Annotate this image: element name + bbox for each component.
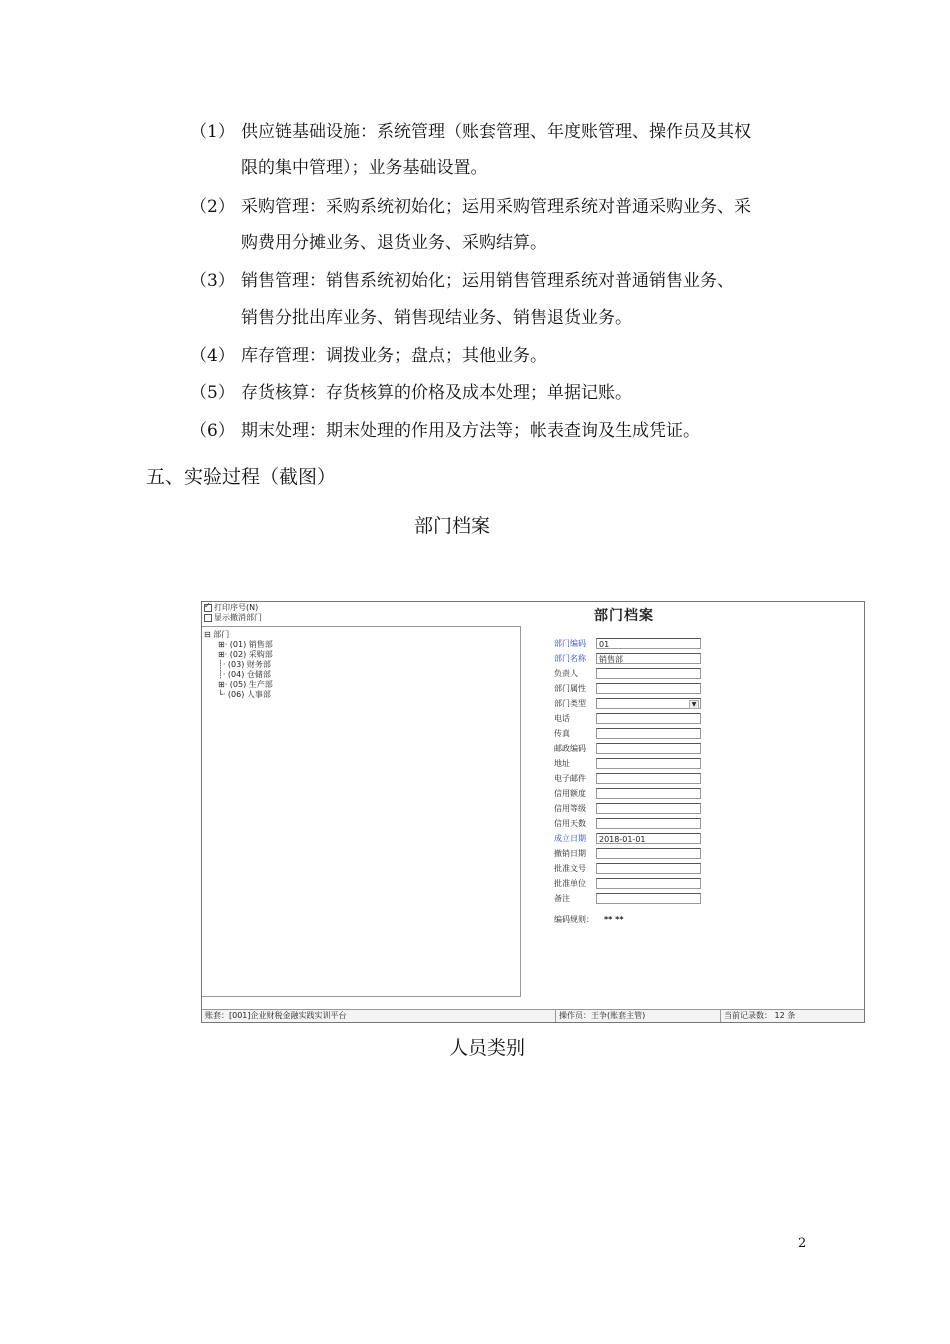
remarks-input[interactable] bbox=[596, 893, 701, 904]
print-serial-label: 打印序号(N) bbox=[214, 603, 259, 612]
field-label: 信用额度 bbox=[554, 789, 586, 798]
credit-grade-input[interactable] bbox=[596, 803, 701, 814]
department-tree[interactable] bbox=[202, 626, 521, 997]
approval-number-input[interactable] bbox=[596, 863, 701, 874]
manager-input[interactable] bbox=[596, 668, 701, 679]
field-label: 电子邮件 bbox=[554, 774, 586, 783]
field-label: 传真 bbox=[554, 729, 570, 738]
list-item-text: 供应链基础设施：系统管理（账套管理、年度账管理、操作员及其权 bbox=[241, 122, 751, 142]
tree-node-label: (04) 仓储部 bbox=[227, 670, 271, 679]
list-item-text: 销售管理：销售系统初始化；运用销售管理系统对普通销售业务、 bbox=[241, 271, 734, 291]
figure-caption: 部门档案 bbox=[414, 515, 491, 537]
phone-input[interactable] bbox=[596, 713, 701, 724]
tree-line-icon: ┊· bbox=[218, 670, 226, 679]
section-heading: 五、实验过程（截图） bbox=[146, 466, 337, 488]
field-label: 信用等级 bbox=[554, 804, 586, 813]
list-item-text: 销售分批出库业务、销售现结业务、销售退货业务。 bbox=[241, 308, 632, 328]
postcode-input[interactable] bbox=[596, 743, 701, 754]
chevron-down-icon[interactable]: ▼ bbox=[689, 700, 699, 709]
field-label: 部门属性 bbox=[554, 684, 586, 693]
coding-rule-value: ** ** bbox=[604, 915, 624, 924]
list-item-text: 购费用分摊业务、退货业务、采购结算。 bbox=[241, 233, 547, 253]
print-serial-checkbox[interactable] bbox=[204, 604, 212, 612]
list-item-number: （2） bbox=[190, 197, 235, 217]
status-account: 账套：[001]企业财税金融实践实训平台 bbox=[202, 1010, 556, 1022]
field-label: 部门名称 bbox=[554, 654, 586, 663]
field-label: 负责人 bbox=[554, 669, 578, 678]
list-item-number: （1） bbox=[190, 122, 235, 142]
list-item-text: 采购管理：采购系统初始化；运用采购管理系统对普通采购业务、采 bbox=[241, 197, 751, 217]
list-item-text: 库存管理：调拨业务；盘点；其他业务。 bbox=[241, 346, 547, 366]
list-item-number: （6） bbox=[190, 421, 235, 441]
list-item-text: 期末处理：期末处理的作用及方法等；帐表查询及生成凭证。 bbox=[241, 421, 700, 441]
tree-line-icon: ┊· bbox=[218, 660, 226, 669]
list-item-text: 存货核算：存货核算的价格及成本处理；单据记账。 bbox=[241, 383, 632, 403]
field-label: 部门编码 bbox=[554, 639, 586, 648]
status-bar bbox=[202, 1009, 864, 1022]
tree-expander-icon: ⊞· bbox=[218, 680, 228, 689]
status-operator: 操作员：王争(账套主管) bbox=[556, 1010, 721, 1022]
dept-name-input[interactable]: 销售部 bbox=[596, 653, 701, 664]
dept-type-select[interactable] bbox=[596, 698, 701, 709]
field-label: 信用天数 bbox=[554, 819, 586, 828]
department-archive-screenshot bbox=[201, 601, 865, 1023]
tree-node[interactable] bbox=[218, 689, 271, 700]
show-cancelled-checkbox[interactable] bbox=[204, 614, 212, 622]
address-input[interactable] bbox=[596, 758, 701, 769]
tree-node-label: (06) 人事部 bbox=[227, 690, 271, 699]
tree-node-label: (01) 销售部 bbox=[229, 640, 273, 649]
tree-expander-icon: ⊞· bbox=[218, 650, 228, 659]
field-label: 电话 bbox=[554, 714, 570, 723]
established-date-input[interactable]: 2018-01-01 bbox=[596, 833, 701, 844]
dept-code-input[interactable]: 01 bbox=[596, 638, 701, 649]
tree-line-icon: └· bbox=[218, 690, 226, 699]
cancel-date-input[interactable] bbox=[596, 848, 701, 859]
field-label: 备注 bbox=[554, 894, 570, 903]
coding-rule-label: 编码规则： bbox=[554, 915, 594, 924]
field-label: 成立日期 bbox=[554, 834, 586, 843]
tree-node-label: (03) 财务部 bbox=[227, 660, 271, 669]
tree-expander-icon: ⊞· bbox=[218, 640, 228, 649]
fax-input[interactable] bbox=[596, 728, 701, 739]
credit-limit-input[interactable] bbox=[596, 788, 701, 799]
window-title: 部门档案 bbox=[594, 608, 654, 624]
show-cancelled-label: 显示撤消部门 bbox=[214, 613, 262, 622]
credit-days-input[interactable] bbox=[596, 818, 701, 829]
list-item-text: 限的集中管理）；业务基础设置。 bbox=[241, 158, 488, 178]
list-item-number: （5） bbox=[190, 383, 235, 403]
approval-unit-input[interactable] bbox=[596, 878, 701, 889]
field-label: 地址 bbox=[554, 759, 570, 768]
page-number: 2 bbox=[798, 1236, 807, 1251]
tree-root[interactable]: ⊟ 部门 bbox=[204, 630, 230, 639]
tree-root-label: 部门 bbox=[213, 630, 230, 639]
field-label: 邮政编码 bbox=[554, 744, 586, 753]
tree-node-label: (02) 采购部 bbox=[229, 650, 273, 659]
field-label: 部门类型 bbox=[554, 699, 586, 708]
email-input[interactable] bbox=[596, 773, 701, 784]
tree-node-label: (05) 生产部 bbox=[229, 680, 273, 689]
list-item-number: （3） bbox=[190, 271, 235, 291]
figure-caption: 人员类别 bbox=[449, 1037, 526, 1059]
list-item-number: （4） bbox=[190, 346, 235, 366]
status-record-count: 当前记录数： 12 条 bbox=[724, 1011, 796, 1020]
dept-attribute-input[interactable] bbox=[596, 683, 701, 694]
field-label: 批准单位 bbox=[554, 879, 586, 888]
field-label: 撤销日期 bbox=[554, 849, 586, 858]
field-label: 批准文号 bbox=[554, 864, 586, 873]
